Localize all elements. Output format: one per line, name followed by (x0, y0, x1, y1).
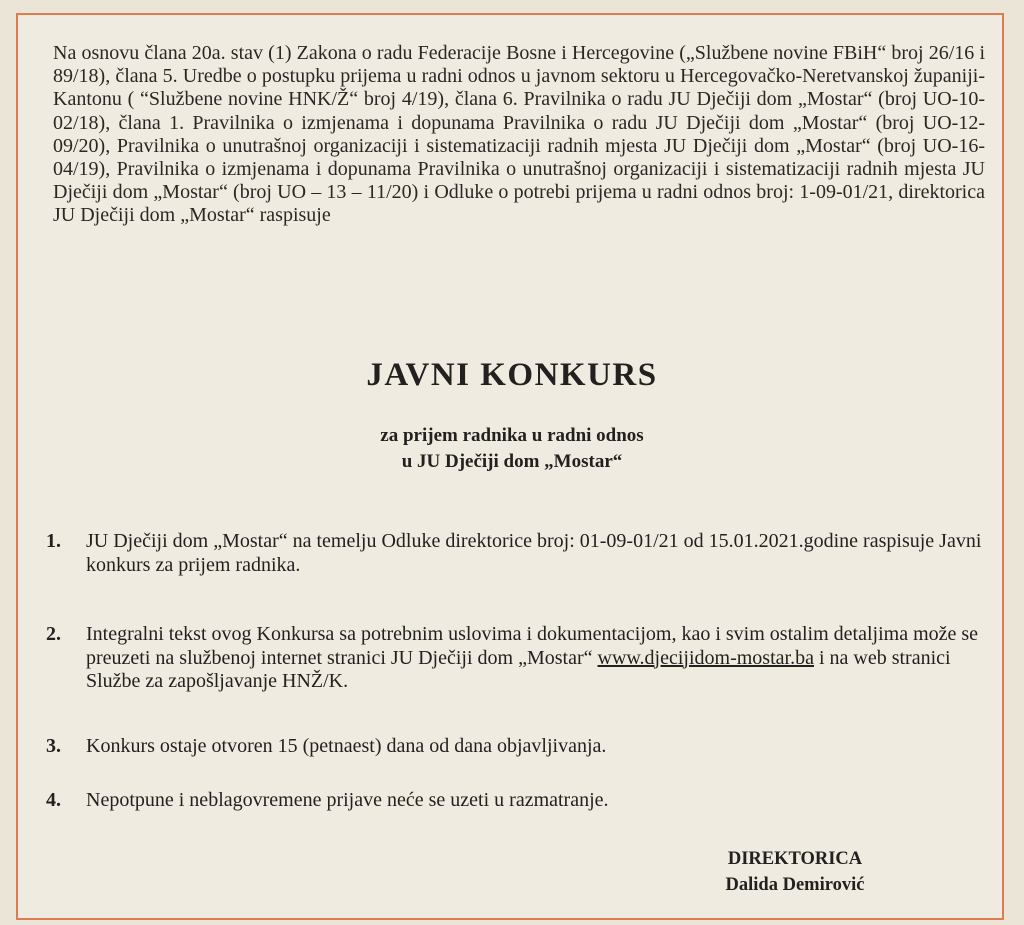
website-link[interactable]: www.djecijidom-mostar.ba (597, 646, 814, 669)
list-item-text-after: i na web stranici Službe za zapošljavanje HNŽ/K. (86, 646, 951, 692)
signature-block (690, 846, 900, 898)
list-item-text (86, 623, 986, 694)
announcement-title: JAVNI KONKURS (366, 357, 658, 393)
intro-paragraph: Na osnovu člana 20a. stav (1) Zakona o radu Federacije Bosne i Hercegovine („Službene novine FBiH“ broj 26/16 i 89/18), člana 5. Uredbe o postupku prijema u radni odnos u javnom sektoru u Hercegovačko-Neretvanskoj županiji-Kantonu ( “Službene novine HNK/Ž“ broj 4/19), člana 6. Pravilnika o radu JU Dječiji dom „Mostar“ (broj UO-10-02/18), člana 1. Pravilnika o izmjenama i dopunama Pravilnika o radu JU Dječiji dom „Mostar“ (broj UO-12-09/20), Pravilnika o unutrašnoj organizaciji i sistematizaciji radnih mjesta JU Dječiji dom „Mostar“ (broj UO-16-04/19), Pravilnika o izmjenama i dopunama Pravilnika o unutrašnoj organizaciji i sistematizaciji radnih mjesta JU Dječiji dom „Mostar“ (broj UO – 13 – 11/20) i Odluke o potrebi prijema u radni odnos broj: 1-09-01/21, direktorica JU Dječiji dom „Mostar“ raspisuje (53, 42, 985, 227)
list-item-2 (46, 623, 986, 694)
announcement-subtitle (0, 423, 1024, 475)
subtitle-line-1: za prijem radnika u radni odnos (380, 425, 644, 446)
list-item-text: Nepotpune i neblagovremene prijave neće se uzeti u razmatranje. (86, 789, 609, 811)
signature-name: Dalida Demirović (725, 875, 865, 895)
signature-role: DIREKTORICA (727, 849, 863, 869)
list-item-4 (46, 789, 986, 813)
list-item-1 (46, 530, 986, 577)
list-item-text-before: Integralni tekst ovog Konkursa sa potrebnim uslovima i dokumentacijom, kao i svim ostalim detaljima može se preuzeti na službenoj internet stranici JU Dječiji dom „Mostar“ (86, 623, 979, 669)
list-item-text: JU Dječiji dom „Mostar“ na temelju Odluke direktorice broj: 01-09-01/21 od 15.01.2021.godine raspisuje Javni konkurs za prijem radnika. (86, 530, 982, 576)
list-item-number: 3. (46, 735, 61, 757)
list-item-number: 4. (46, 789, 61, 811)
list-item-number: 2. (46, 623, 61, 645)
list-item-3 (46, 735, 986, 759)
list-item-number: 1. (46, 530, 61, 552)
list-item-text: Konkurs ostaje otvoren 15 (petnaest) dana od dana objavljivanja. (86, 735, 607, 757)
subtitle-line-2: u JU Dječiji dom „Mostar“ (401, 451, 623, 472)
